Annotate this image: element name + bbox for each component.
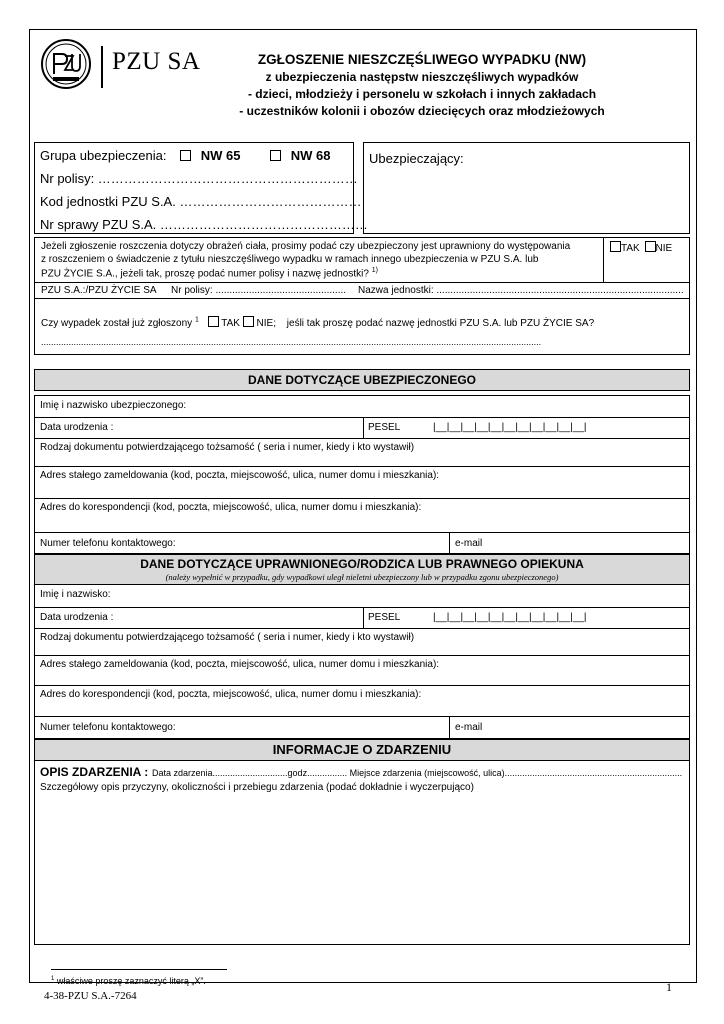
reported-box <box>34 299 690 355</box>
pzu-emblem-icon <box>40 38 92 90</box>
claim-divider <box>603 238 604 282</box>
nw68-label: NW 68 <box>290 148 331 163</box>
pzu-line-a: PZU S.A.:/PZU ŻYCIE SA <box>41 285 157 296</box>
guardian-corr-label: Adres do korespondencji (kod, poczta, miejscowość, ulica, numer domu i mieszkania): <box>40 689 422 700</box>
guardian-phone-label: Numer telefonu kontaktowego: <box>40 722 176 733</box>
guardian-note: (należy wypełnić w przypadku, gdy wypadkowi uległ nieletni ubezpieczony lub w przypadku zgonu ubezpieczonego) <box>165 572 559 582</box>
reported-question: Czy wypadek został już zgłoszony <box>41 318 193 329</box>
claim-footnote-ref: 1) <box>371 267 378 274</box>
insured-address-label: Adres stałego zameldowania (kod, poczta, miejscowość, ulica, numer domu i mieszkania): <box>40 470 440 481</box>
page-number: 1 <box>666 980 672 994</box>
guardian-email-label: e-mail <box>455 722 483 733</box>
event-box[interactable] <box>34 761 690 945</box>
insured-address-row[interactable] <box>34 467 690 499</box>
reported-nie-checkbox[interactable] <box>243 316 254 327</box>
insured-pesel-field[interactable]: |__|__|__|__|__|__|__|__|__|__|__| <box>433 422 587 433</box>
insured-email-label: e-mail <box>455 538 483 549</box>
insurer-box[interactable] <box>363 142 690 234</box>
guardian-heading: DANE DOTYCZĄCE UPRAWNIONEGO/RODZICA LUB PRAWNEGO OPIEKUNA <box>140 557 584 571</box>
footnote-text: właściwe proszę zaznaczyć literą „X”. <box>56 976 206 986</box>
guardian-heading-band <box>34 554 690 585</box>
insured-corr-row[interactable] <box>34 499 690 533</box>
claim-line-3-row <box>41 267 378 279</box>
guardian-birth-divider <box>363 608 364 628</box>
event-opis-label: OPIS ZDARZENIA : <box>40 765 149 779</box>
reported-nie-label: NIE; <box>256 318 276 329</box>
footnote-marker: 1 <box>51 976 55 982</box>
reported-tak-label: TAK <box>221 318 240 329</box>
claim-tak-checkbox[interactable] <box>610 241 621 252</box>
insured-phone-row <box>34 533 690 554</box>
form-title-block <box>236 51 608 120</box>
reported-tak-checkbox[interactable] <box>208 316 219 327</box>
logo-text: PZU SA <box>112 48 201 75</box>
claim-line-2: z roszczeniem o świadczenie z tytułu nieszczęśliwego wypadku w ramach innego ubezpieczenia w PZU S.A. lub <box>41 254 539 265</box>
insured-birth-label: Data urodzenia : <box>40 422 114 433</box>
form-code: 4-38-PZU S.A.-7264 <box>44 990 137 1002</box>
guardian-address-row[interactable] <box>34 656 690 686</box>
nw65-label: NW 65 <box>200 148 241 163</box>
claim-tak-nie <box>610 241 672 254</box>
insured-name-label: Imię i nazwisko ubezpieczonego: <box>40 400 187 411</box>
guardian-name-row[interactable] <box>34 585 690 608</box>
guardian-phone-divider <box>449 717 450 738</box>
insured-heading: DANE DOTYCZĄCE UBEZPIECZONEGO <box>34 369 690 391</box>
insured-name-row[interactable] <box>34 395 690 418</box>
reported-footnote-ref: 1 <box>194 316 199 324</box>
guardian-pesel-label: PESEL <box>368 612 401 623</box>
policy-number-field[interactable]: Nr polisy: …………………………………………………… <box>40 171 358 186</box>
insured-pesel-label: PESEL <box>368 422 401 433</box>
guardian-phone-row <box>34 717 690 739</box>
claim-line-1: Jeżeli zgłoszenie roszczenia dotyczy obrażeń ciała, prosimy podać czy ubezpieczony jest uprawniony do występowania <box>41 241 571 252</box>
claim-nie-label: NIE <box>655 243 673 254</box>
guardian-document-label: Rodzaj dokumentu potwierdzającego tożsamość ( seria i numer, kiedy i kto wystawił) <box>40 632 415 643</box>
event-date-place-field[interactable]: Data zdarzenia..............................godz................ Miejsce zdarzenia (miejscowość, ulica)....................................................................... <box>152 768 683 778</box>
insured-birth-divider <box>363 418 364 438</box>
guardian-address-label: Adres stałego zameldowania (kod, poczta, miejscowość, ulica, numer domu i mieszkania): <box>40 659 440 670</box>
reported-row <box>41 316 594 329</box>
nw65-checkbox[interactable] <box>180 150 191 161</box>
guardian-birth-label: Data urodzenia : <box>40 612 114 623</box>
guardian-document-row[interactable] <box>34 629 690 656</box>
claim-hline <box>35 282 689 283</box>
pzu-unit-field[interactable]: Nazwa jednostki: ......................................................................................... <box>358 285 684 296</box>
insured-phone-label: Numer telefonu kontaktowego: <box>40 538 176 549</box>
insured-corr-label: Adres do korespondencji (kod, poczta, miejscowość, ulica, numer domu i mieszkania): <box>40 502 422 513</box>
reported-followup: jeśli tak proszę podać nazwę jednostki PZU S.A. lub PZU ŻYCIE SA? <box>286 318 595 329</box>
pzu-logo <box>40 38 210 92</box>
guardian-pesel-field[interactable]: |__|__|__|__|__|__|__|__|__|__|__| <box>433 612 587 623</box>
claim-tak-label: TAK <box>621 243 640 254</box>
footnote <box>51 976 206 986</box>
form-subtitle-3: - uczestników kolonii i obozów dziecięcych oraz młodzieżowych <box>239 104 605 118</box>
insurer-label: Ubezpieczający: <box>369 151 464 166</box>
insured-phone-divider <box>449 533 450 553</box>
guardian-corr-row[interactable] <box>34 686 690 717</box>
unit-code-field[interactable]: Kod jednostki PZU S.A. …………………………………… <box>40 194 362 209</box>
case-number-field[interactable]: Nr sprawy PZU S.A. ………………………………………… <box>40 217 368 232</box>
group-label-row <box>40 148 330 163</box>
footnote-rule <box>51 969 227 970</box>
insured-document-label: Rodzaj dokumentu potwierdzającego tożsamość ( seria i numer, kiedy i kto wystawił) <box>40 442 415 453</box>
pzu-policy-field[interactable]: Nr polisy: ............................................... <box>171 285 347 296</box>
guardian-birth-row <box>34 608 690 629</box>
logo-divider <box>101 46 103 88</box>
event-heading: INFORMACJE O ZDARZENIU <box>34 739 690 761</box>
claim-line-3: PZU ŻYCIE S.A., jeżeli tak, proszę podać numer polisy i nazwę jednostki? <box>41 268 369 280</box>
event-details-label: Szczegółowy opis przyczyny, okoliczności i przebiegu zdarzenia (podać dokładnie i wyczerpująco) <box>40 782 474 793</box>
claim-nie-checkbox[interactable] <box>645 241 656 252</box>
nw68-checkbox[interactable] <box>270 150 281 161</box>
form-subtitle-1: z ubezpieczenia następstw nieszczęśliwych wypadków <box>265 70 579 84</box>
claim-box <box>34 237 690 299</box>
insured-birth-row <box>34 418 690 439</box>
form-title: ZGŁOSZENIE NIESZCZĘŚLIWEGO WYPADKU (NW) <box>257 52 587 67</box>
policy-box <box>34 142 368 234</box>
group-label: Grupa ubezpieczenia: <box>40 148 167 163</box>
form-subtitle-2: - dzieci, młodzieży i personelu w szkołach i innych zakładach <box>247 87 597 101</box>
insured-document-row[interactable] <box>34 439 690 467</box>
reported-unit-field[interactable]: ........................................................................................................................................................................................................ <box>41 337 542 347</box>
guardian-name-label: Imię i nazwisko: <box>40 589 111 600</box>
